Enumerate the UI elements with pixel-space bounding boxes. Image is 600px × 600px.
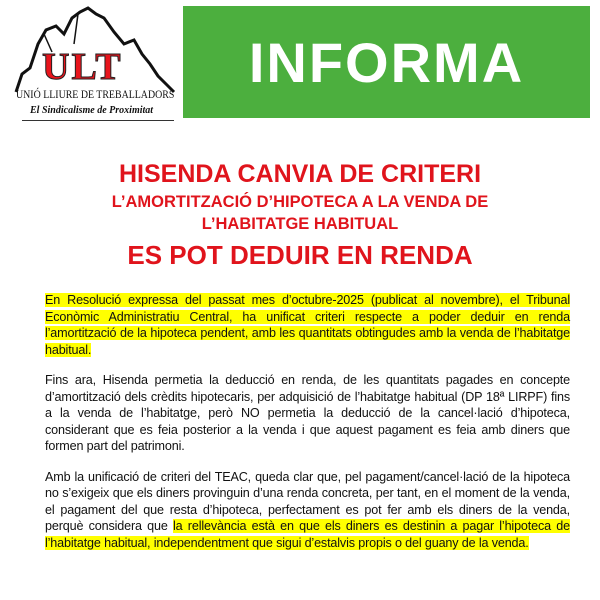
banner-label: INFORMA bbox=[248, 30, 525, 94]
highlighted-text: En Resolució expressa del passat mes d’octubre-2025 (publicat al novembre), el Tribunal Econòmic Administratiu Central, ha unificat criteri respecte a poder deduir en renda l’amortització de la hipoteca pendent, amb les quantitats obtingudes amb la venda de l’habitatge habitual. bbox=[45, 293, 570, 357]
paragraph-3 bbox=[45, 469, 570, 552]
logo-acronym: ULT bbox=[42, 46, 123, 88]
headline-subtitle-1: L’AMORTITZACIÓ D’HIPOTECA A LA VENDA DE bbox=[111, 193, 489, 211]
informa-banner bbox=[183, 6, 590, 118]
headline-title: HISENDA CANVIA DE CRITERI bbox=[118, 160, 482, 188]
body-text bbox=[45, 292, 570, 565]
logo-motto: El Sindicalisme de Proximitat bbox=[30, 105, 154, 116]
paragraph-1 bbox=[45, 292, 570, 358]
paragraph-2: Fins ara, Hisenda permetia la deducció en renda, de les quantitats pagades en concepte d’amortització dels crèdits hipotecaris, per adquisició de l’habitatge habitual (DP 18ª LIRPF) fins a la venda de l’habitatge, però NO permetia la deducció de la cancel·lació d’hipoteca, considerant que es feia posterior a la venda i que aquest pagament es feia amb diners que formen part del patrimoni. bbox=[45, 373, 570, 453]
highlighted-text: la rellevància està en que els diners es destinin a pagar l’hipoteca de l’habitatge habitual, independentment que sigui d’estalvis propis o del guany de la venda. bbox=[45, 519, 570, 550]
logo-name: UNIÓ LLIURE DE TREBALLADORS bbox=[16, 89, 175, 101]
headline-conclusion: ES POT DEDUIR EN RENDA bbox=[127, 240, 473, 270]
ult-logo bbox=[8, 4, 178, 122]
paragraph-text: Amb la unificació de criteri del TEAC, queda clar que, pel pagament/cancel·lació de la hipoteca no s’exigeix que els diners provinguin d’una renda concreta, per tant, en el moment de la venda, el pagament del que resta d’hipoteca, perfectament es pot fer amb els diners de la venda, perquè considera que bbox=[45, 469, 570, 533]
divider bbox=[22, 120, 174, 121]
headline-subtitle-2: L’HABITATGE HABITUAL bbox=[201, 215, 399, 233]
